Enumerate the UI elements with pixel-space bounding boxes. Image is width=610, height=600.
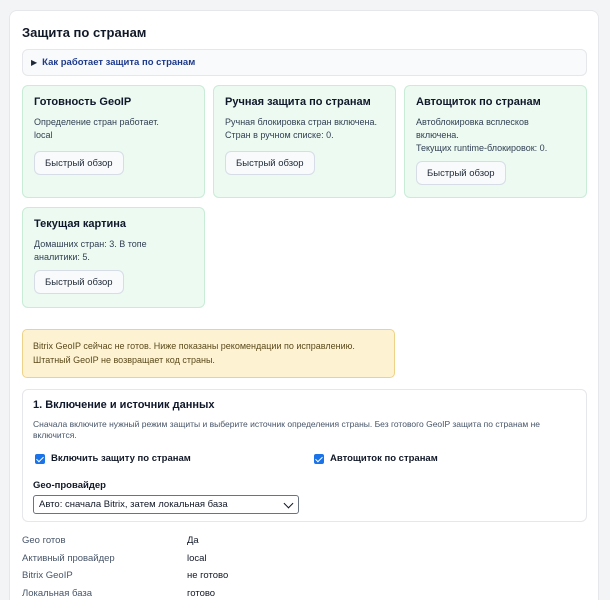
info-key: Локальная база [22, 587, 93, 599]
quick-overview-button[interactable]: Быстрый обзор [225, 151, 315, 175]
geo-provider-value: Авто: сначала Bitrix, затем локальная база [39, 499, 228, 510]
status-info-list [22, 532, 587, 600]
country-protection-panel [9, 10, 599, 600]
info-row [22, 532, 587, 550]
info-key: Geo готов [22, 535, 66, 547]
card-title: Ручная защита по странам [225, 96, 371, 108]
info-value: готово [187, 587, 216, 599]
section-description: Сначала включите нужный режим защиты и выберите источник определения страны. Без готового GeoIP защита по странам не включится. [33, 419, 540, 440]
geo-provider-label: Geo-провайдер [33, 480, 106, 491]
geo-provider-select[interactable] [33, 495, 299, 514]
section-enable-and-source [22, 389, 587, 522]
card-text: Стран в ручном списке: 0. [225, 130, 334, 140]
info-row [22, 550, 587, 568]
checkbox-checked-icon[interactable] [314, 454, 324, 464]
card-auto-shield [404, 85, 587, 198]
card-manual-protection [213, 85, 396, 198]
card-text: Ручная блокировка стран включена. [225, 117, 377, 127]
card-title: Готовность GeoIP [34, 96, 132, 108]
triangle-right-icon: ▶ [31, 58, 38, 67]
checkbox-label: Автощиток по странам [330, 453, 438, 464]
card-geoip-readiness [22, 85, 205, 198]
card-text: Автоблокировка всплесков [416, 117, 529, 127]
checkbox-label: Включить защиту по странам [51, 453, 191, 464]
warning-text: Bitrix GeoIP сейчас не готов. Ниже показаны рекомендации по исправлению. [33, 341, 355, 351]
card-title: Автощиток по странам [416, 96, 541, 108]
card-text: local [34, 130, 53, 140]
card-text: Определение стран работает. [34, 117, 159, 127]
info-value: не готово [187, 570, 229, 582]
section-title: 1. Включение и источник данных [33, 399, 215, 411]
card-current-picture [22, 207, 205, 308]
geoip-warning-banner [22, 329, 395, 378]
quick-overview-button[interactable]: Быстрый обзор [416, 161, 506, 185]
auto-shield-checkbox[interactable] [314, 453, 438, 464]
info-key: Bitrix GeoIP [22, 570, 73, 582]
how-it-works-accordion[interactable] [22, 49, 587, 76]
page-title: Защита по странам [22, 25, 147, 40]
accordion-label: Как работает защита по странам [42, 57, 196, 68]
card-title: Текущая картина [34, 218, 127, 230]
quick-overview-button[interactable]: Быстрый обзор [34, 151, 124, 175]
warning-text: Штатный GeoIP не возвращает код страны. [33, 355, 215, 365]
card-text: Домашних стран: 3. В топе [34, 239, 147, 249]
card-text: включена. [416, 130, 459, 140]
info-key: Активный провайдер [22, 552, 115, 564]
checkbox-checked-icon[interactable] [35, 454, 45, 464]
info-value: Да [187, 535, 199, 547]
card-text: аналитики: 5. [34, 252, 90, 262]
chevron-down-icon [284, 499, 294, 509]
card-text: Текущих runtime-блокировок: 0. [416, 143, 548, 153]
info-value: local [187, 552, 207, 564]
quick-overview-button[interactable]: Быстрый обзор [34, 270, 124, 294]
enable-protection-checkbox[interactable] [35, 453, 191, 464]
info-row [22, 585, 587, 600]
info-row [22, 567, 587, 585]
